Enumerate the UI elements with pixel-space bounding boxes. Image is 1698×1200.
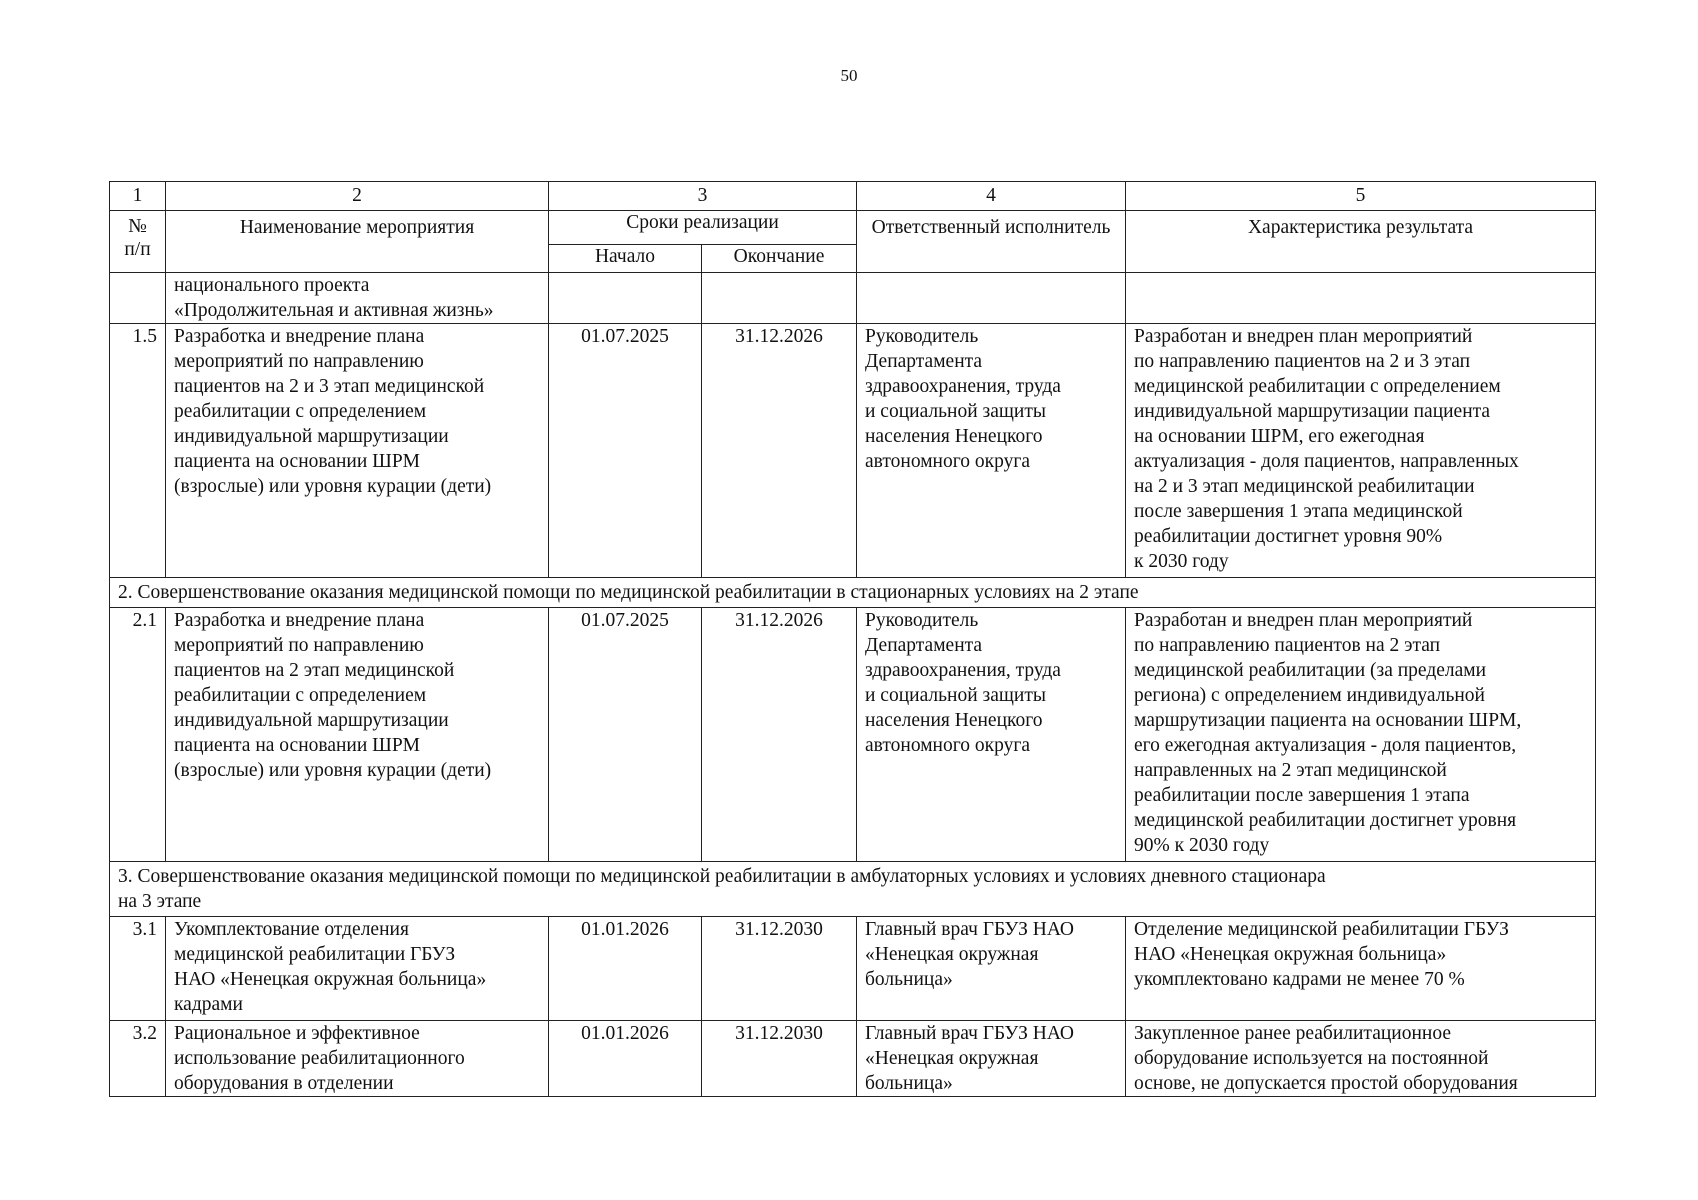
result-cell xyxy=(1126,917,1596,1021)
result-line: по направлению пациентов на 2 этап xyxy=(1134,635,1441,656)
activity-name-line: кадрами xyxy=(174,994,243,1015)
activity-name-cell xyxy=(166,273,549,324)
activity-name-line: (взрослые) или уровня курации (дети) xyxy=(174,476,492,497)
activity-name-line: использование реабилитационного xyxy=(174,1048,465,1069)
activity-name-line: пациента на основании ШРМ xyxy=(174,451,421,472)
result-line: Закупленное ранее реабилитационное xyxy=(1134,1023,1451,1044)
table-row xyxy=(110,1021,1596,1097)
end-date: 31.12.2026 xyxy=(702,608,857,862)
end-date-cell xyxy=(702,273,857,324)
responsible-line: Главный врач ГБУЗ НАО xyxy=(865,1023,1075,1044)
result-line: Разработан и внедрен план мероприятий xyxy=(1134,610,1473,631)
start-date: 01.07.2025 xyxy=(549,608,702,862)
result-line: актуализация - доля пациентов, направленных xyxy=(1134,451,1519,472)
row-number: 3.2 xyxy=(110,1021,166,1097)
header-end: Окончание xyxy=(702,245,857,273)
section-title-line: на 3 этапе xyxy=(118,891,202,912)
responsible-line: и социальной защиты xyxy=(865,401,1046,422)
table-row xyxy=(110,273,1596,324)
activity-name-cell xyxy=(166,1021,549,1097)
result-line: на основании ШРМ, его ежегодная xyxy=(1134,426,1425,447)
start-date-cell xyxy=(549,273,702,324)
activity-name-cell xyxy=(166,608,549,862)
result-line: 90% к 2030 году xyxy=(1134,835,1270,856)
table-row xyxy=(110,608,1596,862)
result-line: медицинской реабилитации достигнет уровня xyxy=(1134,810,1517,831)
start-date: 01.01.2026 xyxy=(549,917,702,1021)
activity-name-cell xyxy=(166,917,549,1021)
result-line: по направлению пациентов на 2 и 3 этап xyxy=(1134,351,1471,372)
result-line: реабилитации после завершения 1 этапа xyxy=(1134,785,1470,806)
section-row xyxy=(110,578,1596,608)
header-result: Характеристика результата xyxy=(1126,211,1596,273)
end-date: 31.12.2030 xyxy=(702,917,857,1021)
responsible-line: больница» xyxy=(865,1073,953,1094)
result-line: индивидуальной маршрутизации пациента xyxy=(1134,401,1491,422)
start-date: 01.01.2026 xyxy=(549,1021,702,1097)
result-line: маршрутизации пациента на основании ШРМ, xyxy=(1134,710,1522,731)
header-number: № п/п xyxy=(110,211,166,273)
section-title xyxy=(110,862,1596,917)
header-responsible: Ответственный исполнитель xyxy=(857,211,1126,273)
start-date: 01.07.2025 xyxy=(549,324,702,578)
responsible-line: Руководитель xyxy=(865,326,979,347)
result-line: к 2030 году xyxy=(1134,551,1229,572)
result-cell xyxy=(1126,608,1596,862)
activity-name-line: мероприятий по направлению xyxy=(174,351,424,372)
activity-name-line: Разработка и внедрение плана xyxy=(174,610,425,631)
responsible-line: Департамента xyxy=(865,635,983,656)
responsible-cell xyxy=(857,1021,1126,1097)
result-cell xyxy=(1126,324,1596,578)
row-number: 3.1 xyxy=(110,917,166,1021)
activity-name-line: национального проекта xyxy=(174,275,370,296)
activity-name-line: индивидуальной маршрутизации xyxy=(174,426,449,447)
end-date: 31.12.2026 xyxy=(702,324,857,578)
activity-name-cell xyxy=(166,324,549,578)
responsible-cell xyxy=(857,273,1126,324)
result-line: региона) с определением индивидуальной xyxy=(1134,685,1485,706)
activity-name-line: медицинской реабилитации ГБУЗ xyxy=(174,944,456,965)
responsible-line: «Ненецкая окружная xyxy=(865,1048,1039,1069)
section-title xyxy=(110,578,1596,608)
column-number-5: 5 xyxy=(1126,182,1596,211)
result-line: НАО «Ненецкая окружная больница» xyxy=(1134,944,1447,965)
column-number-4: 4 xyxy=(857,182,1126,211)
result-cell xyxy=(1126,1021,1596,1097)
activity-name-line: НАО «Ненецкая окружная больница» xyxy=(174,969,487,990)
responsible-line: Главный врач ГБУЗ НАО xyxy=(865,919,1075,940)
responsible-line: «Ненецкая окружная xyxy=(865,944,1039,965)
activity-name-line: реабилитации с определением xyxy=(174,685,427,706)
responsible-line: больница» xyxy=(865,969,953,990)
activity-name-line: реабилитации с определением xyxy=(174,401,427,422)
header-terms: Сроки реализации xyxy=(549,211,857,245)
section-row xyxy=(110,862,1596,917)
result-line: Разработан и внедрен план мероприятий xyxy=(1134,326,1473,347)
responsible-line: и социальной защиты xyxy=(865,685,1046,706)
responsible-line: Руководитель xyxy=(865,610,979,631)
activity-name-line: пациентов на 2 и 3 этап медицинской xyxy=(174,376,485,397)
activity-name-line: пациентов на 2 этап медицинской xyxy=(174,660,455,681)
activity-name-line: оборудования в отделении xyxy=(174,1073,394,1094)
result-line: основе, не допускается простой оборудования xyxy=(1134,1073,1518,1094)
table-row xyxy=(110,324,1596,578)
activity-name-line: Рациональное и эффективное xyxy=(174,1023,420,1044)
activity-name-line: индивидуальной маршрутизации xyxy=(174,710,449,731)
result-line: оборудование используется на постоянной xyxy=(1134,1048,1489,1069)
responsible-cell xyxy=(857,608,1126,862)
activity-name-line: мероприятий по направлению xyxy=(174,635,424,656)
activity-name-line: Разработка и внедрение плана xyxy=(174,326,425,347)
header-start: Начало xyxy=(549,245,702,273)
result-line: Отделение медицинской реабилитации ГБУЗ xyxy=(1134,919,1509,940)
header-row xyxy=(110,211,1596,245)
row-number-cell xyxy=(110,273,166,324)
activity-name-line: «Продолжительная и активная жизнь» xyxy=(174,300,494,321)
header-activity-name: Наименование мероприятия xyxy=(166,211,549,273)
table-row xyxy=(110,917,1596,1021)
responsible-line: Департамента xyxy=(865,351,983,372)
result-line: медицинской реабилитации с определением xyxy=(1134,376,1501,397)
activity-name-line: Укомплектование отделения xyxy=(174,919,409,940)
column-number-3: 3 xyxy=(549,182,857,211)
activity-name-line: пациента на основании ШРМ xyxy=(174,735,421,756)
responsible-cell xyxy=(857,917,1126,1021)
column-number-1: 1 xyxy=(110,182,166,211)
page-number: 50 xyxy=(840,66,858,85)
result-line: реабилитации достигнет уровня 90% xyxy=(1134,526,1443,547)
section-title-line: 2. Совершенствование оказания медицинской помощи по медицинской реабилитации в стационарных условиях на 2 этапе xyxy=(118,582,1139,603)
result-line: его ежегодная актуализация - доля пациентов, xyxy=(1134,735,1517,756)
result-line: медицинской реабилитации (за пределами xyxy=(1134,660,1487,681)
responsible-cell xyxy=(857,324,1126,578)
result-line: на 2 и 3 этап медицинской реабилитации xyxy=(1134,476,1475,497)
column-number-2: 2 xyxy=(166,182,549,211)
responsible-line: здравоохранения, труда xyxy=(865,376,1061,397)
result-cell xyxy=(1126,273,1596,324)
section-title-line: 3. Совершенствование оказания медицинской помощи по медицинской реабилитации в амбулаторных условиях и условиях дневного стационара xyxy=(118,866,1326,887)
end-date: 31.12.2030 xyxy=(702,1021,857,1097)
responsible-line: населения Ненецкого xyxy=(865,426,1043,447)
responsible-line: автономного округа xyxy=(865,451,1030,472)
responsible-line: здравоохранения, труда xyxy=(865,660,1061,681)
responsible-line: автономного округа xyxy=(865,735,1030,756)
result-line: укомплектовано кадрами не менее 70 % xyxy=(1134,969,1465,990)
result-line: направленных на 2 этап медицинской xyxy=(1134,760,1447,781)
result-line: после завершения 1 этапа медицинской xyxy=(1134,501,1463,522)
activity-name-line: (взрослые) или уровня курации (дети) xyxy=(174,760,492,781)
row-number: 2.1 xyxy=(110,608,166,862)
responsible-line: населения Ненецкого xyxy=(865,710,1043,731)
column-number-row xyxy=(110,182,1596,211)
row-number: 1.5 xyxy=(110,324,166,578)
activities-table xyxy=(109,181,1596,1097)
